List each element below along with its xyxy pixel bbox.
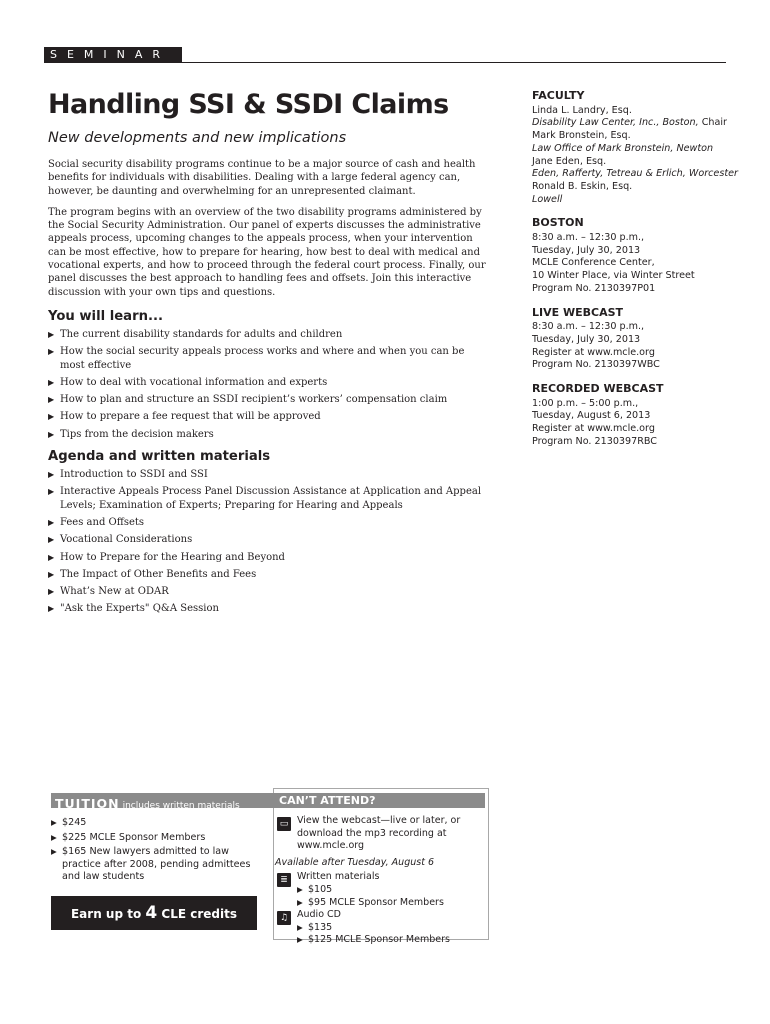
recorded-webcast-line: 1:00 p.m. – 5:00 p.m., — [532, 397, 639, 409]
intro-paragraph-1: Social security disability programs continue to be a major source of cash and health benefits for individuals with disabilities. Dealing with a large federal agency can, however, be daunting and overwhelming for an unrepresented claimant. — [48, 159, 476, 197]
faculty-name: Mark Bronstein, Esq. — [532, 130, 631, 142]
triangle-bullet-icon: ▶ — [48, 329, 55, 339]
list-item: ▶ Tips from the decision makers — [48, 428, 214, 440]
webcast-text: View the webcast—live or later, or download the mp3 recording at www.mcle.org — [297, 815, 461, 852]
intro-paragraph-2: The program begins with an overview of the two disability programs administered by the Social Security Administration. Our panel of experts discusses the administrative appeals process, upcoming changes to the appeals process, when your intervention can be most effective, how to prepare for hearing, how best to deal with medical and vocational experts, and how to proceed through the federal court process. Finally, our panel discusses the best approach to handling fees and offsets. Join this interactive discussion with your own tips and questions. — [48, 206, 486, 298]
cant-attend-content — [275, 815, 485, 947]
recorded-webcast-heading: RECORDED WEBCAST — [532, 382, 664, 396]
recorded-webcast-line: Register at www.mcle.org — [532, 423, 655, 435]
triangle-bullet-icon: ▶ — [48, 347, 55, 357]
boston-line: 10 Winter Place, via Winter Street — [532, 270, 695, 282]
page-subtitle: New developments and new implications — [48, 130, 347, 146]
faculty-role: Chair — [698, 117, 728, 129]
credits-suffix: CLE credits — [157, 907, 237, 921]
triangle-bullet-icon: ▶ — [297, 884, 303, 894]
triangle-bullet-icon: ▶ — [51, 832, 57, 842]
written-label: Written materials — [297, 871, 380, 883]
triangle-bullet-icon: ▶ — [48, 429, 55, 439]
tuition-title: TUITION — [55, 796, 120, 808]
boston-line: 8:30 a.m. – 12:30 p.m., — [532, 232, 645, 244]
cant-attend-bar — [273, 793, 485, 808]
triangle-bullet-icon: ▶ — [48, 587, 55, 597]
triangle-bullet-icon: ▶ — [48, 604, 55, 614]
faculty-member — [532, 181, 732, 206]
audio-label: Audio CD — [297, 909, 341, 921]
faculty-member — [532, 105, 732, 130]
seminar-header-bar — [44, 47, 182, 63]
faculty-affiliation: Lowell — [532, 193, 563, 205]
triangle-bullet-icon: ▶ — [48, 569, 55, 579]
list-item: ▶ How to Prepare for the Hearing and Beyond — [48, 551, 285, 563]
boston-line: Tuesday, July 30, 2013 — [532, 244, 641, 256]
headphones-icon: ♫ — [277, 911, 291, 925]
agenda-heading: Agenda and written materials — [48, 449, 271, 465]
live-webcast-line: Tuesday, July 30, 2013 — [532, 333, 641, 345]
price-item: ▶ $105 — [297, 883, 333, 895]
sidebar — [532, 89, 738, 449]
cle-credits-box — [51, 896, 257, 930]
live-webcast-line: 8:30 a.m. – 12:30 p.m., — [532, 321, 645, 333]
live-webcast-line: Program No. 2130397WBC — [532, 359, 660, 371]
list-item: ▶ Fees and Offsets — [48, 516, 145, 528]
list-item: ▶ How the social security appeals process works and where and when you can be most effective — [48, 346, 465, 371]
list-item: ▶ How to plan and structure an SSDI recipient’s workers’ compensation claim — [48, 394, 448, 406]
tuition-bar — [51, 793, 297, 808]
list-item: ▶ How to deal with vocational information and experts — [48, 376, 328, 388]
tuition-subtitle: includes written materials — [122, 801, 240, 808]
webcast-option — [275, 815, 485, 853]
live-webcast-heading: LIVE WEBCAST — [532, 305, 624, 319]
list-item: ▶ Interactive Appeals Process Panel Discussion Assistance at Application and Appeal Levels; Examination of Experts; Preparing for Hearing and Appeals — [48, 486, 482, 511]
live-webcast-line: Register at www.mcle.org — [532, 346, 655, 358]
list-item: ▶ Introduction to SSDI and SSI — [48, 469, 208, 481]
faculty-member — [532, 130, 732, 155]
credits-prefix: Earn up to — [70, 907, 146, 921]
triangle-bullet-icon: ▶ — [48, 517, 55, 527]
price-item: ▶ $95 MCLE Sponsor Members — [297, 896, 444, 908]
triangle-bullet-icon: ▶ — [297, 922, 303, 932]
faculty-member — [532, 155, 738, 181]
boston-line: MCLE Conference Center, — [532, 257, 655, 269]
list-item: ▶ What’s New at ODAR — [48, 586, 169, 598]
faculty-affiliation: Disability Law Center, Inc., Boston, — [532, 117, 699, 129]
triangle-bullet-icon: ▶ — [48, 470, 55, 480]
price-item: ▶ $125 MCLE Sponsor Members — [297, 934, 450, 946]
header-rule — [182, 62, 726, 63]
price-item: ▶ $135 — [297, 921, 333, 933]
document-icon: ≣ — [277, 873, 291, 887]
audio-cd-option — [275, 909, 485, 947]
list-item: ▶ How to prepare a fee request that will be approved — [48, 411, 321, 423]
triangle-bullet-icon: ▶ — [51, 818, 57, 827]
tuition-item: ▶ $245 — [51, 817, 87, 828]
available-date: Available after Tuesday, August 6 — [275, 856, 434, 868]
boston-heading: BOSTON — [532, 216, 584, 230]
list-item: ▶ The Impact of Other Benefits and Fees — [48, 568, 257, 580]
triangle-bullet-icon: ▶ — [48, 535, 55, 545]
triangle-bullet-icon: ▶ — [48, 412, 55, 422]
faculty-name: Ronald B. Eskin, Esq. — [532, 180, 633, 192]
learn-heading: You will learn... — [48, 308, 163, 324]
triangle-bullet-icon: ▶ — [51, 847, 57, 856]
triangle-bullet-icon: ▶ — [48, 395, 55, 405]
computer-icon: ▭ — [277, 817, 291, 831]
recorded-webcast-line: Tuesday, August 6, 2013 — [532, 410, 651, 422]
tuition-list — [51, 817, 261, 886]
faculty-heading: FACULTY — [532, 89, 585, 102]
list-item: ▶ "Ask the Experts" Q&A Session — [48, 603, 219, 615]
faculty-affiliation: Law Office of Mark Bronstein, Newton — [532, 142, 714, 154]
faculty-affiliation: Eden, Rafferty, Tetreau & Erlich, Worcester — [532, 168, 738, 180]
agenda-list — [48, 468, 488, 616]
triangle-bullet-icon: ▶ — [48, 377, 55, 387]
triangle-bullet-icon: ▶ — [297, 935, 303, 945]
list-item: ▶ The current disability standards for adults and children — [48, 328, 343, 340]
page-title: Handling SSI & SSDI Claims — [48, 89, 449, 120]
tuition-item: ▶ $165 New lawyers admitted to law practice after 2008, pending admittees and law students — [51, 846, 251, 882]
tuition-item: ▶ $225 MCLE Sponsor Members — [51, 831, 206, 843]
boston-line: Program No. 2130397P01 — [532, 282, 656, 294]
bottom-section — [37, 788, 489, 946]
triangle-bullet-icon: ▶ — [48, 552, 55, 562]
main-column — [48, 88, 488, 616]
faculty-name: Jane Eden, Esq. — [532, 155, 607, 167]
seminar-label: SEMINAR — [50, 48, 171, 61]
credits-number: 4 — [145, 903, 158, 923]
list-item: ▶ Vocational Considerations — [48, 534, 193, 546]
learn-list — [48, 328, 488, 441]
triangle-bullet-icon: ▶ — [297, 897, 303, 907]
faculty-name: Linda L. Landry, Esq. — [532, 104, 632, 116]
recorded-webcast-line: Program No. 2130397RBC — [532, 435, 658, 447]
triangle-bullet-icon: ▶ — [48, 487, 55, 497]
cant-attend-title: CAN’T ATTEND? — [279, 794, 376, 807]
written-materials-option — [275, 871, 485, 909]
